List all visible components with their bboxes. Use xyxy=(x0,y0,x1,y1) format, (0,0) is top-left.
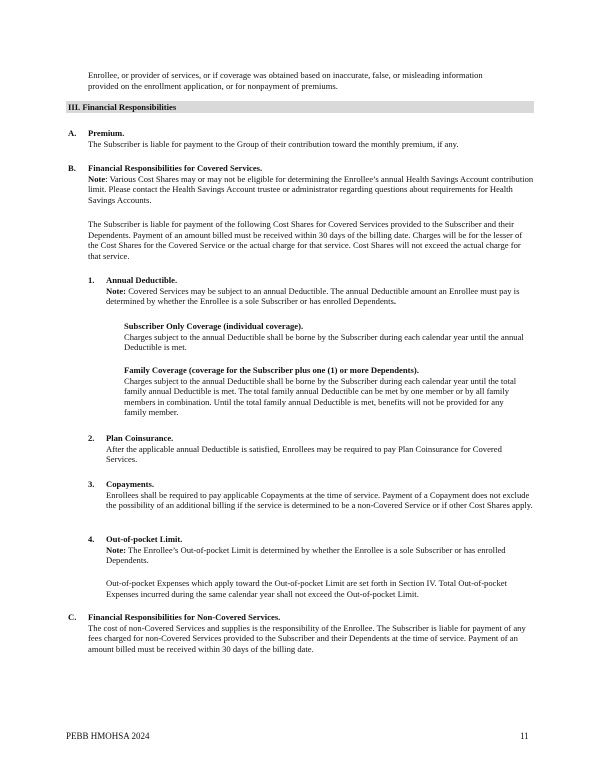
item-1-number: 1. xyxy=(88,275,95,285)
item-1-title: Annual Deductible. xyxy=(106,275,178,285)
section-b-paragraph: The Subscriber is liable for payment of the following Cost Shares for Covered Services provided to the Subscriber and their Dependents. Payment of an amount billed must be received within 30 days of the billing date. Charges will be for the lesser of the Cost Shares for the Covered Service or the actual charge for that service. Cost Shares will not exceed the actual charge for that service. xyxy=(88,219,523,261)
footer-document-id: PEBB HMOHSA 2024 xyxy=(66,731,150,741)
subscriber-only-title: Subscriber Only Coverage (individual coverage). xyxy=(124,321,304,331)
item-3 xyxy=(106,479,534,511)
intro-paragraph: Enrollee, or provider of services, or if coverage was obtained based on inaccurate, false, or misleading information provided on the enrollment application, or for nonpayment of premiums. xyxy=(88,70,483,91)
item-2-title: Plan Coinsurance. xyxy=(106,433,174,443)
item-1-note xyxy=(106,286,534,307)
subscriber-only-text: Charges subject to the annual Deductible shall be borne by the Subscriber during each calendar year until the annual Deductible is met. xyxy=(124,331,524,353)
item-3-title: Copayments. xyxy=(106,479,154,489)
item-1 xyxy=(106,275,534,307)
item-1-note-end: . xyxy=(393,296,396,307)
item-1-note-label: Note: xyxy=(106,285,127,296)
section-heading: III. Financial Responsibilities xyxy=(68,102,177,112)
item-4-note-label: Note: xyxy=(106,544,127,555)
section-b-note-label: Note xyxy=(88,173,106,184)
item-4 xyxy=(106,534,534,566)
item-4-note-text: The Enrollee’s Out-of-pocket Limit is determined by whether the Enrollee is a sole Subscriber or has enrolled Dependents. xyxy=(106,544,506,566)
item-4-title: Out-of-pocket Limit. xyxy=(106,534,183,544)
section-heading-bar xyxy=(66,101,534,113)
section-c-letter: C. xyxy=(68,612,77,622)
item-4-number: 4. xyxy=(88,534,95,544)
item-2-text: After the applicable annual Deductible is satisfied, Enrollees may be required to pay Plan Coinsurance for Covered Services. xyxy=(106,443,502,465)
section-a-text: The Subscriber is liable for payment to the Group of their contribution toward the monthly premium, if any. xyxy=(88,138,459,149)
item-3-number: 3. xyxy=(88,479,95,489)
item-2 xyxy=(106,433,534,465)
section-a xyxy=(88,128,538,149)
section-b-letter: B. xyxy=(68,163,76,173)
section-a-title: Premium. xyxy=(88,128,125,138)
section-c xyxy=(88,612,534,654)
section-b-note-text: : Various Cost Shares may or may not be eligible for determining the Enrollee’s annual Health Savings Account contribution limit. Please contact the Health Savings Account trustee or administrator regarding questions about requirements for Health Savings Accounts. xyxy=(88,173,534,205)
section-b-note xyxy=(88,174,538,206)
family-coverage xyxy=(124,365,524,418)
footer-page-number: 11 xyxy=(520,731,529,741)
section-c-text: The cost of non-Covered Services and supplies is the responsibility of the Enrollee. The Subscriber is liable for payment of any fees charged for non-Covered Services provided to the Subscriber and their Dependents at the time of service. Payment of an amount billed must be received within 30 days of the billing date. xyxy=(88,622,526,654)
section-b-title: Financial Responsibilities for Covered Services. xyxy=(88,163,263,173)
section-a-letter: A. xyxy=(68,128,77,138)
section-c-title: Financial Responsibilities for Non-Covered Services. xyxy=(88,612,281,622)
item-4-note xyxy=(106,545,534,566)
family-coverage-title: Family Coverage (coverage for the Subscriber plus one (1) or more Dependents). xyxy=(124,365,419,375)
item-4-paragraph: Out-of-pocket Expenses which apply toward the Out-of-pocket Limit are set forth in Section IV. Total Out-of-pocket Expenses incurred during the same calendar year shall not exceed the Out-of-pocket Limit. xyxy=(106,578,507,599)
section-b xyxy=(88,163,538,205)
item-2-number: 2. xyxy=(88,433,95,443)
item-1-note-text: Covered Services may be subject to an annual Deductible. The annual Deductible amount an Enrollee must pay is determined by whether the Enrollee is a sole Subscriber or has enrolled Dependents xyxy=(106,285,520,307)
family-coverage-text: Charges subject to the annual Deductible shall be borne by the Subscriber during each calendar year until the total family annual Deductible is met. The total family annual Deductible can be met by one member or by all family members in combination. Until the total family annual Deductible is met, benefits will not be provided for any family member. xyxy=(124,375,517,418)
subscriber-only-coverage xyxy=(124,321,524,353)
item-3-text: Enrollees shall be required to pay applicable Copayments at the time of service. Payment of a Copayment does not exclude the possibility of an additional billing if the service is determined to be a non-Covered Service or if other Cost Shares apply. xyxy=(106,489,533,511)
